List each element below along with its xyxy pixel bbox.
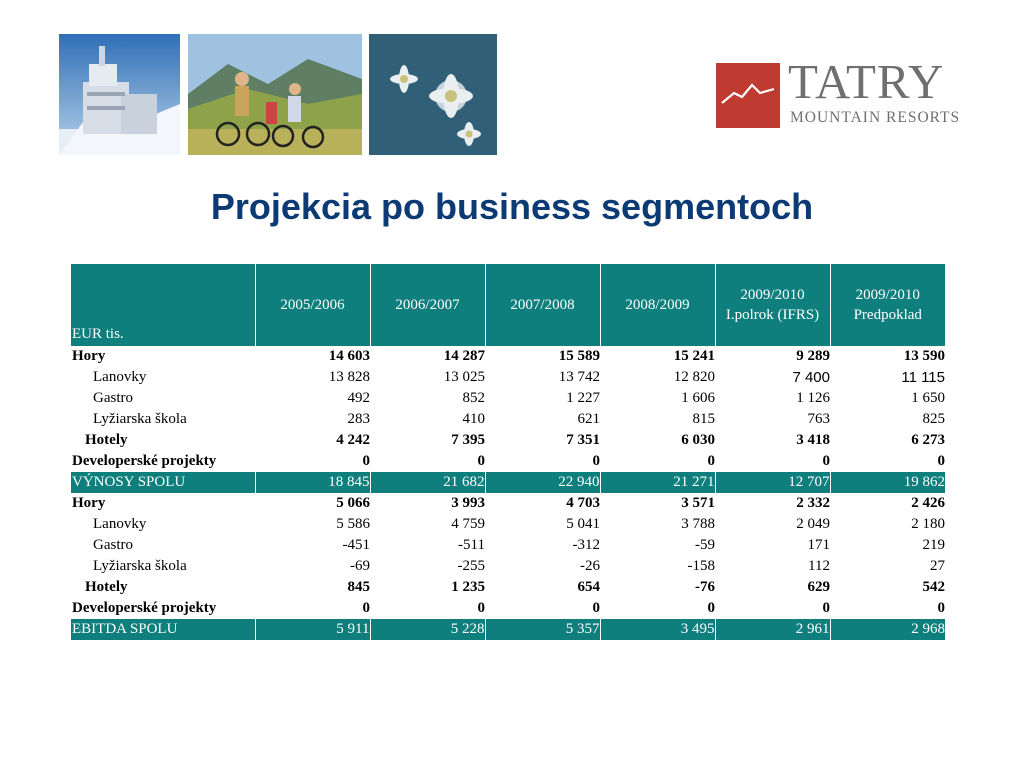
row-label: VÝNOSY SPOLU: [71, 472, 255, 493]
row-label: Lanovky: [93, 516, 147, 532]
edelweiss-photo: [369, 34, 497, 155]
table-cell: 0: [822, 600, 830, 616]
row-label: Hory: [72, 495, 106, 511]
table-cell: 112: [808, 558, 830, 574]
table-cell: 5 228: [370, 619, 485, 640]
row-label: Hotely: [85, 579, 128, 595]
table-cell: 0: [822, 453, 830, 469]
table-cell: 621: [577, 411, 600, 427]
row-label: Gastro: [93, 537, 133, 553]
table-cell: 0: [592, 600, 600, 616]
table-row: [71, 577, 945, 598]
table-cell: 825: [922, 411, 945, 427]
table-cell: 0: [362, 453, 370, 469]
table-cell: 7 400: [792, 369, 830, 386]
table-cell: 11 115: [901, 369, 945, 386]
table-cell: 5 357: [485, 619, 600, 640]
table-row: [71, 409, 945, 430]
table-cell: 0: [477, 600, 485, 616]
table-cell: 1 235: [451, 579, 485, 595]
table-cell: 2 968: [830, 619, 945, 640]
table-cell: 5 586: [336, 516, 370, 532]
table-cell: 19 862: [830, 472, 945, 493]
table-cell: 2 049: [796, 516, 830, 532]
table-cell: 1 227: [566, 390, 600, 406]
logo-subtitle: MOUNTAIN RESORTS: [790, 109, 961, 126]
table-cell: 283: [347, 411, 370, 427]
table-cell: 542: [922, 579, 945, 595]
table-cell: -26: [580, 558, 600, 574]
table-cell: 852: [462, 390, 485, 406]
table-row: [71, 619, 945, 640]
table-cell: 13 590: [903, 348, 945, 364]
segment-table: [71, 264, 945, 640]
table-cell: 1 126: [796, 390, 830, 406]
table-cell: 219: [922, 537, 945, 553]
table-cell: 629: [807, 579, 830, 595]
table-cell: 1 650: [911, 390, 945, 406]
table-cell: 815: [692, 411, 715, 427]
table-cell: -59: [695, 537, 715, 553]
table-row: [71, 367, 945, 388]
table-row: [71, 451, 945, 472]
table-cell: -255: [457, 558, 485, 574]
column-header: 2009/2010 Predpoklad: [830, 264, 945, 346]
table-row: [71, 514, 945, 535]
table-cell: 0: [937, 600, 945, 616]
table-row: [71, 556, 945, 577]
table-cell: 0: [707, 600, 715, 616]
table-cell: 763: [807, 411, 830, 427]
table-cell: 13 828: [328, 369, 370, 385]
table-cell: 2 180: [911, 516, 945, 532]
row-label: Lanovky: [93, 369, 147, 385]
table-cell: -312: [572, 537, 600, 553]
table-cell: 14 603: [328, 348, 370, 364]
row-label: Gastro: [93, 390, 133, 406]
table-row: [71, 388, 945, 409]
logo-wordmark: TATRY: [788, 54, 945, 109]
table-cell: 492: [347, 390, 370, 406]
table-cell: 15 241: [673, 348, 715, 364]
observatory-photo: [59, 34, 180, 155]
table-cell: -511: [458, 537, 485, 553]
row-label: Developerské projekty: [72, 600, 217, 616]
table-cell: 3 418: [796, 432, 830, 448]
table-cell: 5 911: [255, 619, 370, 640]
row-label: Lyžiarska škola: [93, 411, 187, 427]
table-cell: 3 571: [681, 495, 715, 511]
row-label: Lyžiarska škola: [93, 558, 187, 574]
column-header: 2005/2006: [255, 264, 370, 346]
tatry-logo: [716, 54, 976, 129]
row-label: EBITDA SPOLU: [71, 619, 255, 640]
table-cell: 2 426: [911, 495, 945, 511]
cyclists-photo: [188, 34, 362, 155]
table-row: [71, 535, 945, 556]
table-cell: 18 845: [255, 472, 370, 493]
row-label: Hotely: [85, 432, 128, 448]
table-cell: 12 820: [673, 369, 715, 385]
table-cell: 410: [462, 411, 485, 427]
table-cell: 6 273: [911, 432, 945, 448]
table-cell: 27: [930, 558, 945, 574]
table-cell: 654: [577, 579, 600, 595]
table-row: [71, 346, 945, 367]
table-cell: 3 788: [681, 516, 715, 532]
table-cell: 171: [807, 537, 830, 553]
table-cell: 2 961: [715, 619, 830, 640]
table-cell: 13 025: [443, 369, 485, 385]
table-row: [71, 472, 945, 493]
table-cell: 4 242: [336, 432, 370, 448]
table-cell: 1 606: [681, 390, 715, 406]
table-row: [71, 598, 945, 619]
unit-label: EUR tis.: [71, 264, 255, 346]
table-cell: 0: [477, 453, 485, 469]
row-label: Hory: [72, 348, 106, 364]
table-cell: -158: [687, 558, 715, 574]
table-cell: 21 271: [600, 472, 715, 493]
table-cell: 2 332: [796, 495, 830, 511]
table-cell: 7 351: [566, 432, 600, 448]
table-cell: 14 287: [443, 348, 485, 364]
table-cell: 7 395: [451, 432, 485, 448]
table-cell: -69: [350, 558, 370, 574]
table-cell: 0: [362, 600, 370, 616]
table-cell: 21 682: [370, 472, 485, 493]
table-cell: 0: [592, 453, 600, 469]
mountain-icon: [716, 63, 780, 128]
table-cell: 9 289: [796, 348, 830, 364]
table-cell: 5 041: [566, 516, 600, 532]
table-cell: 6 030: [681, 432, 715, 448]
table-cell: 22 940: [485, 472, 600, 493]
table-header-row: [71, 264, 945, 346]
table-cell: 12 707: [715, 472, 830, 493]
page-title: Projekcia po business segmentoch: [210, 186, 814, 227]
table-cell: 15 589: [558, 348, 600, 364]
table-cell: -451: [342, 537, 370, 553]
table-cell: 3 993: [451, 495, 485, 511]
table-cell: 4 703: [566, 495, 600, 511]
table-cell: 4 759: [451, 516, 485, 532]
table-cell: 845: [347, 579, 370, 595]
column-header: 2006/2007: [370, 264, 485, 346]
table-row: [71, 493, 945, 514]
table-cell: 0: [707, 453, 715, 469]
row-label: Developerské projekty: [72, 453, 217, 469]
table-cell: -76: [695, 579, 715, 595]
table-row: [71, 430, 945, 451]
table-cell: 13 742: [558, 369, 600, 385]
table-cell: 5 066: [336, 495, 370, 511]
table-cell: 3 495: [600, 619, 715, 640]
column-header: 2008/2009: [600, 264, 715, 346]
table-cell: 0: [937, 453, 945, 469]
column-header: 2009/2010 I.polrok (IFRS): [715, 264, 830, 346]
column-header: 2007/2008: [485, 264, 600, 346]
